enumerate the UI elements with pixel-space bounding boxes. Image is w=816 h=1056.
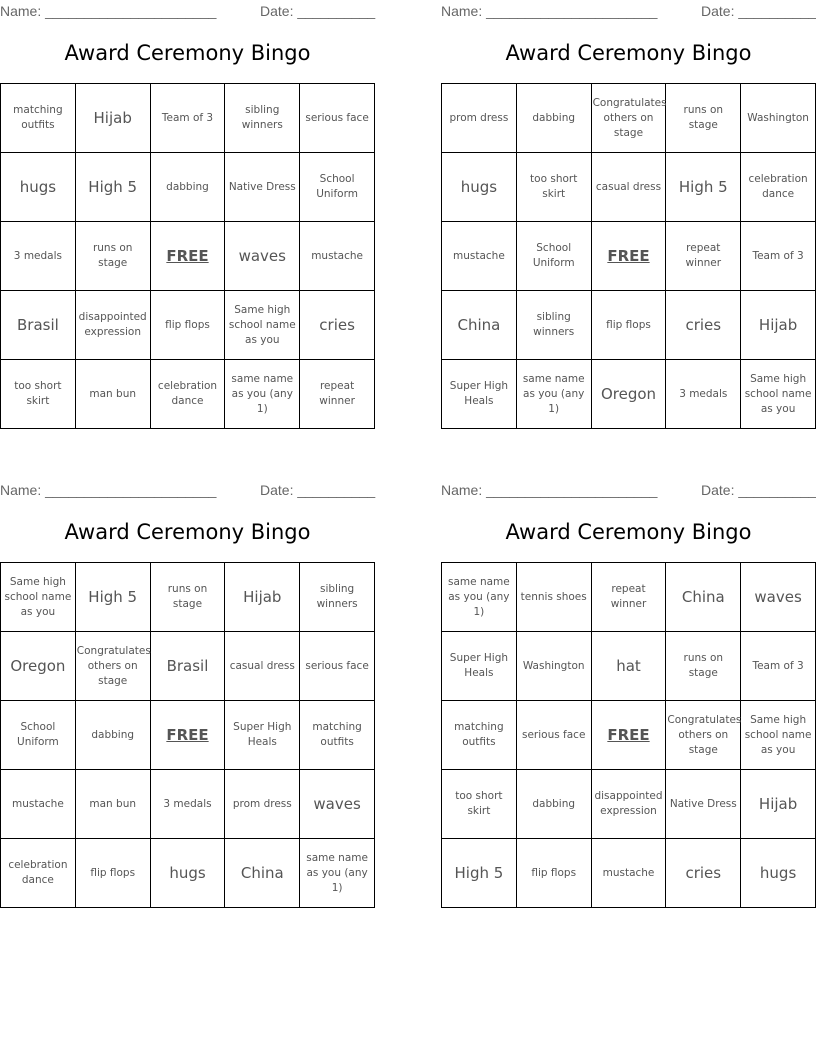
grid-row [1, 563, 375, 632]
name-field[interactable]: Name: ______________________ [441, 3, 658, 19]
grid-row [442, 84, 816, 153]
grid-row [442, 153, 816, 222]
bingo-cell[interactable]: Team of 3 [741, 632, 816, 701]
bingo-cell[interactable]: flip flops [591, 291, 666, 360]
bingo-cell[interactable]: 3 medals [666, 360, 741, 429]
bingo-cell[interactable]: High 5 [75, 153, 150, 222]
bingo-cell[interactable]: mustache [591, 839, 666, 908]
card-title: Award Ceremony Bingo [64, 41, 311, 65]
bingo-cell[interactable]: flip flops [75, 839, 150, 908]
grid-row [442, 291, 816, 360]
bingo-cell[interactable]: hat [591, 632, 666, 701]
bingo-cell[interactable]: 3 medals [1, 222, 76, 291]
bingo-cell[interactable]: dabbing [516, 770, 591, 839]
bingo-cell[interactable]: flip flops [150, 291, 225, 360]
bingo-cell[interactable]: Congratulates others on stage [591, 84, 666, 153]
bingo-cell[interactable]: man bun [75, 770, 150, 839]
bingo-cell[interactable]: sibling winners [225, 84, 300, 153]
bingo-cell[interactable]: runs on stage [150, 563, 225, 632]
bingo-grid [0, 562, 375, 908]
bingo-cell[interactable]: celebration dance [150, 360, 225, 429]
name-field[interactable]: Name: ______________________ [0, 482, 217, 498]
bingo-cell[interactable]: Same high school name as you [225, 291, 300, 360]
bingo-cell[interactable]: serious face [300, 84, 375, 153]
bingo-cell[interactable]: mustache [442, 222, 517, 291]
bingo-cell[interactable]: Same high school name as you [741, 701, 816, 770]
bingo-cell[interactable]: Super High Heals [225, 701, 300, 770]
bingo-cell[interactable]: Oregon [591, 360, 666, 429]
bingo-cell[interactable]: prom dress [442, 84, 517, 153]
bingo-cell[interactable]: same name as you (any 1) [516, 360, 591, 429]
bingo-cell[interactable]: runs on stage [666, 632, 741, 701]
bingo-cell[interactable]: waves [225, 222, 300, 291]
bingo-cell[interactable]: same name as you (any 1) [225, 360, 300, 429]
free-space[interactable]: FREE [591, 701, 666, 770]
bingo-cell[interactable]: too short skirt [442, 770, 517, 839]
card-header [441, 479, 816, 501]
grid-row [442, 839, 816, 908]
bingo-cell[interactable]: Oregon [1, 632, 76, 701]
bingo-cell[interactable]: casual dress [591, 153, 666, 222]
grid-row [1, 839, 375, 908]
bingo-cell[interactable]: same name as you (any 1) [300, 839, 375, 908]
grid-row [442, 701, 816, 770]
grid-row [1, 153, 375, 222]
bingo-cell[interactable]: 3 medals [150, 770, 225, 839]
card-title: Award Ceremony Bingo [64, 520, 311, 544]
bingo-cell[interactable]: runs on stage [666, 84, 741, 153]
bingo-cell[interactable]: hugs [741, 839, 816, 908]
bingo-cell[interactable]: Native Dress [225, 153, 300, 222]
bingo-cell[interactable]: Congratulates others on stage [666, 701, 741, 770]
grid-row [1, 84, 375, 153]
bingo-cell[interactable]: mustache [300, 222, 375, 291]
bingo-cell[interactable]: School Uniform [516, 222, 591, 291]
name-field[interactable]: Name: ______________________ [0, 3, 217, 19]
bingo-cell[interactable]: disappointed expression [75, 291, 150, 360]
bingo-cell[interactable]: repeat winner [666, 222, 741, 291]
bingo-cell[interactable]: tennis shoes [516, 563, 591, 632]
bingo-cell[interactable]: mustache [1, 770, 76, 839]
bingo-cell[interactable]: sibling winners [516, 291, 591, 360]
bingo-cell[interactable]: High 5 [75, 563, 150, 632]
bingo-cell[interactable]: serious face [516, 701, 591, 770]
bingo-cell[interactable]: cries [666, 839, 741, 908]
date-field[interactable]: Date: __________ [701, 3, 816, 19]
bingo-cell[interactable]: dabbing [150, 153, 225, 222]
bingo-cell[interactable]: celebration dance [741, 153, 816, 222]
bingo-cell[interactable]: Hijab [225, 563, 300, 632]
bingo-cell[interactable]: Team of 3 [741, 222, 816, 291]
bingo-cell[interactable]: prom dress [225, 770, 300, 839]
bingo-cell[interactable]: cries [666, 291, 741, 360]
bingo-cell[interactable]: too short skirt [516, 153, 591, 222]
bingo-cell[interactable]: China [666, 563, 741, 632]
card-header [0, 479, 375, 501]
bingo-cell[interactable]: School Uniform [1, 701, 76, 770]
bingo-cell[interactable]: same name as you (any 1) [442, 563, 517, 632]
bingo-cell[interactable]: Congratulates others on stage [75, 632, 150, 701]
bingo-cell[interactable]: serious face [300, 632, 375, 701]
bingo-cell[interactable]: Same high school name as you [1, 563, 76, 632]
grid-row [442, 563, 816, 632]
date-field[interactable]: Date: __________ [260, 3, 376, 19]
bingo-cell[interactable]: matching outfits [1, 84, 76, 153]
bingo-cell[interactable]: Team of 3 [150, 84, 225, 153]
bingo-cell[interactable]: Hijab [741, 770, 816, 839]
bingo-cell[interactable]: Brasil [1, 291, 76, 360]
bingo-cell[interactable]: dabbing [75, 701, 150, 770]
bingo-cell[interactable]: China [442, 291, 517, 360]
grid-row [1, 222, 375, 291]
bingo-cell[interactable]: China [225, 839, 300, 908]
bingo-cell[interactable]: runs on stage [75, 222, 150, 291]
card-header [441, 0, 816, 22]
bingo-cell[interactable]: waves [300, 770, 375, 839]
bingo-cell[interactable]: School Uniform [300, 153, 375, 222]
bingo-cell[interactable]: repeat winner [591, 563, 666, 632]
bingo-cell[interactable]: Washington [516, 632, 591, 701]
bingo-cell[interactable]: High 5 [442, 839, 517, 908]
bingo-cell[interactable]: Native Dress [666, 770, 741, 839]
bingo-cell[interactable]: hugs [1, 153, 76, 222]
bingo-grid [0, 83, 375, 429]
grid-row [1, 632, 375, 701]
bingo-grid [441, 83, 816, 429]
bingo-cell[interactable]: celebration dance [1, 839, 76, 908]
card-title: Award Ceremony Bingo [505, 520, 752, 544]
grid-row [1, 360, 375, 429]
bingo-cell[interactable]: waves [741, 563, 816, 632]
bingo-cell[interactable]: Hijab [75, 84, 150, 153]
grid-row [1, 291, 375, 360]
bingo-cell[interactable]: Super High Heals [442, 360, 517, 429]
bingo-cell[interactable]: flip flops [516, 839, 591, 908]
bingo-cell[interactable]: matching outfits [442, 701, 517, 770]
bingo-grid [441, 562, 816, 908]
date-field[interactable]: Date: __________ [701, 482, 816, 498]
bingo-cell[interactable]: Washington [741, 84, 816, 153]
name-field[interactable]: Name: ______________________ [441, 482, 658, 498]
bingo-cell[interactable]: matching outfits [300, 701, 375, 770]
bingo-cell[interactable]: High 5 [666, 153, 741, 222]
bingo-cell[interactable]: casual dress [225, 632, 300, 701]
card-title: Award Ceremony Bingo [505, 41, 752, 65]
grid-row [442, 632, 816, 701]
grid-row [1, 770, 375, 839]
card-header [0, 0, 375, 22]
grid-row [1, 701, 375, 770]
bingo-cell[interactable]: Super High Heals [442, 632, 517, 701]
bingo-cell[interactable]: repeat winner [300, 360, 375, 429]
bingo-cell[interactable]: Brasil [150, 632, 225, 701]
date-field[interactable]: Date: __________ [260, 482, 376, 498]
bingo-cell[interactable]: Hijab [741, 291, 816, 360]
free-space[interactable]: FREE [591, 222, 666, 291]
bingo-cell[interactable]: too short skirt [1, 360, 76, 429]
bingo-cell[interactable]: hugs [150, 839, 225, 908]
free-space[interactable]: FREE [150, 701, 225, 770]
grid-row [442, 770, 816, 839]
free-space[interactable]: FREE [150, 222, 225, 291]
bingo-cell[interactable]: hugs [442, 153, 517, 222]
bingo-cell[interactable]: Same high school name as you [741, 360, 816, 429]
bingo-cell[interactable]: dabbing [516, 84, 591, 153]
bingo-cell[interactable]: sibling winners [300, 563, 375, 632]
bingo-cell[interactable]: man bun [75, 360, 150, 429]
bingo-cell[interactable]: cries [300, 291, 375, 360]
bingo-cell[interactable]: disappointed expression [591, 770, 666, 839]
grid-row [442, 222, 816, 291]
grid-row [442, 360, 816, 429]
